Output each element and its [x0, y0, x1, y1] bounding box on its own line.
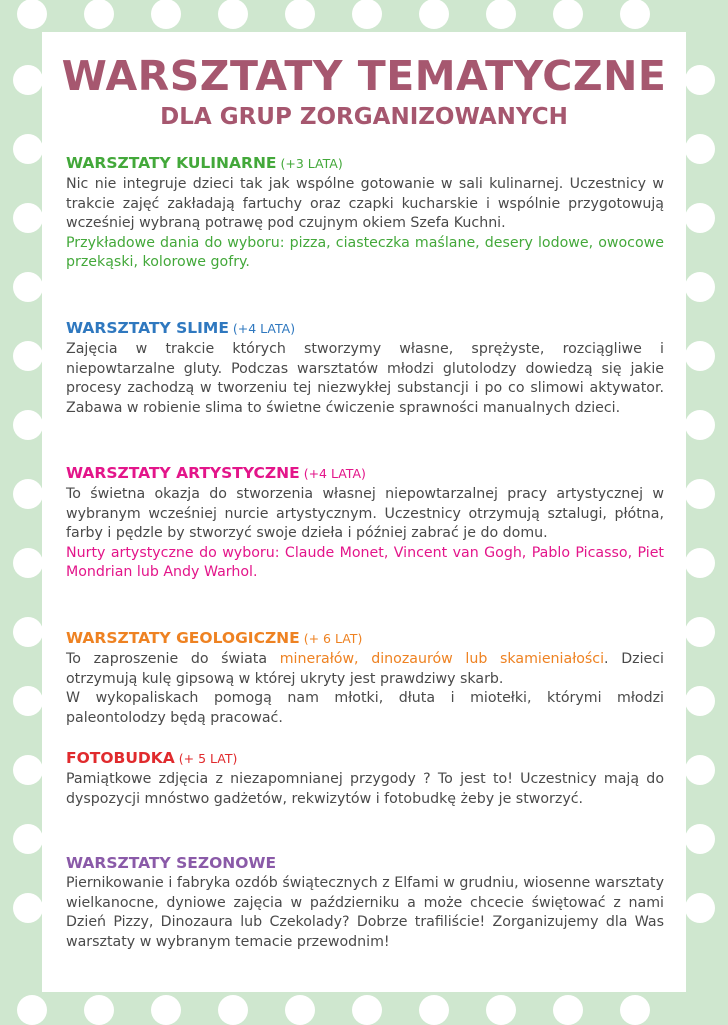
section-age: (+4 LATA) [299, 466, 366, 481]
polka-dot [419, 995, 449, 1025]
polka-dot [13, 824, 43, 854]
polka-dot [13, 893, 43, 923]
polka-dot [685, 65, 715, 95]
section-description: To świetna okazja do stworzenia własnej niepowtarzalnej pracy artystycznej w wybranym wcześniej nurcie artystycznym. Uczestnicy otrzymują sztalugi, płótna, farby i pędzle by stworzyć swoje dzieła i później zabrać je do domu. [66, 486, 664, 541]
description-text: . Dzieci otrzymują kulę gipsową w której ukryty jest prawdziwy skarb. [66, 651, 664, 687]
polka-dot [620, 0, 650, 29]
polka-dot [685, 893, 715, 923]
section-slime [66, 317, 664, 418]
page-title: WARSZTATY TEMATYCZNE [61, 52, 667, 100]
section-description: Nic nie integruje dzieci tak jak wspólne gotowanie w sali kulinarnej. Uczestnicy w trakcie zajęć zakładają fartuchy oraz czapki kucharskie i wspólnie przygotowują wcześniej wybraną potrawę pod czujnym okiem Szefa Kuchni. [66, 176, 664, 231]
polka-dot [13, 686, 43, 716]
section-age: (+ 6 LAT) [299, 631, 363, 646]
polka-dot [685, 410, 715, 440]
section-heading [66, 627, 664, 650]
polka-dot [486, 995, 516, 1025]
section-heading [66, 747, 664, 770]
polka-dot [685, 824, 715, 854]
polka-dot [13, 272, 43, 302]
polka-dot [13, 203, 43, 233]
content-card [42, 32, 686, 992]
section-heading [66, 152, 664, 175]
page-subtitle: DLA GRUP ZORGANIZOWANYCH [160, 104, 568, 130]
section-age: (+4 LATA) [228, 321, 296, 336]
polka-dot [685, 134, 715, 164]
polka-dot [151, 0, 181, 29]
section-title: WARSZTATY SLIME [66, 319, 229, 337]
polka-dot [685, 341, 715, 371]
section-age: (+3 LATA) [276, 156, 343, 171]
polka-dot [13, 341, 43, 371]
polka-dot [486, 0, 516, 29]
section-heading [66, 462, 664, 485]
description-highlight: minerałów, dinozaurów lub skamieniałości [279, 651, 605, 667]
section-heading [66, 317, 664, 340]
section-fotobudka [66, 747, 664, 809]
polka-dot [620, 995, 650, 1025]
polka-dot [285, 0, 315, 29]
section-title: WARSZTATY KULINARNE [66, 154, 277, 172]
polka-dot [352, 995, 382, 1025]
section-age: (+ 5 LAT) [174, 751, 238, 766]
section-description-2: W wykopaliskach pomogą nam młotki, dłuta i miotełki, którymi młodzi paleontolodzy będą pracować. [66, 690, 664, 726]
section-title: WARSZTATY ARTYSTYCZNE [66, 464, 300, 482]
section-geologiczne [66, 627, 664, 728]
polka-dot [685, 479, 715, 509]
section-title: WARSZTATY GEOLOGICZNE [66, 629, 300, 647]
polka-dot [685, 686, 715, 716]
polka-dot [685, 548, 715, 578]
polka-dot [218, 995, 248, 1025]
polka-dot [17, 995, 47, 1025]
polka-dot [285, 995, 315, 1025]
polka-dot [151, 995, 181, 1025]
polka-dot [13, 479, 43, 509]
description-text: To zaproszenie do świata [66, 651, 280, 667]
polka-dot [553, 0, 583, 29]
polka-dot [685, 203, 715, 233]
polka-dot [13, 65, 43, 95]
polka-dot [685, 755, 715, 785]
polka-dot [685, 272, 715, 302]
section-artystyczne [66, 462, 664, 583]
polka-dot [218, 0, 248, 29]
section-title: WARSZTATY SEZONOWE [66, 854, 277, 872]
polka-dot [17, 0, 47, 29]
section-title: FOTOBUDKA [66, 749, 175, 767]
section-options: Nurty artystyczne do wyboru: Claude Monet, Vincent van Gogh, Pablo Picasso, Piet Mondrian lub Andy Warhol. [66, 544, 664, 580]
section-description: Zajęcia w trakcie których stworzymy własne, sprężyste, rozciągliwe i niepowtarzalne gluty. Podczas warsztatów młodzi glutolodzy dowiedzą się jakie procesy zachodzą w tworzeniu tej niezwykłej substancji i po co slimowi aktywator. Zabawa w robienie slima to świetne ćwiczenie sprawności manualnych dzieci. [66, 341, 664, 416]
section-description: Pamiątkowe zdjęcia z niezapomnianej przygody ? To jest to! Uczestnicy mają do dyspozycji mnóstwo gadżetów, rekwizytów i fotobudkę żeby je stworzyć. [66, 771, 664, 807]
polka-dot [419, 0, 449, 29]
polka-dot [13, 548, 43, 578]
section-kulinarne [66, 152, 664, 273]
section-description [66, 650, 664, 689]
section-description: Piernikowanie i fabryka ozdób świątecznych z Elfami w grudniu, wiosenne warsztaty wielkanocne, dyniowe zajęcia w październiku a może chcecie świętować z nami Dzień Pizzy, Dinozaura lub Czekolady? Dobrze trafiliście! Zorganizujemy dla Was warsztaty w wybranym temacie przewodnim! [66, 875, 664, 950]
section-options: Przykładowe dania do wyboru: pizza, ciasteczka maślane, desery lodowe, owocowe przekąski, kolorowe gofry. [66, 234, 664, 270]
section-sezonowe [66, 852, 664, 952]
polka-dot [13, 617, 43, 647]
polka-dot [13, 410, 43, 440]
polka-dot [553, 995, 583, 1025]
polka-dot [84, 995, 114, 1025]
polka-dot [352, 0, 382, 29]
polka-dot [13, 134, 43, 164]
section-heading [66, 852, 664, 874]
polka-dot [84, 0, 114, 29]
polka-dot [13, 755, 43, 785]
polka-dot [685, 617, 715, 647]
